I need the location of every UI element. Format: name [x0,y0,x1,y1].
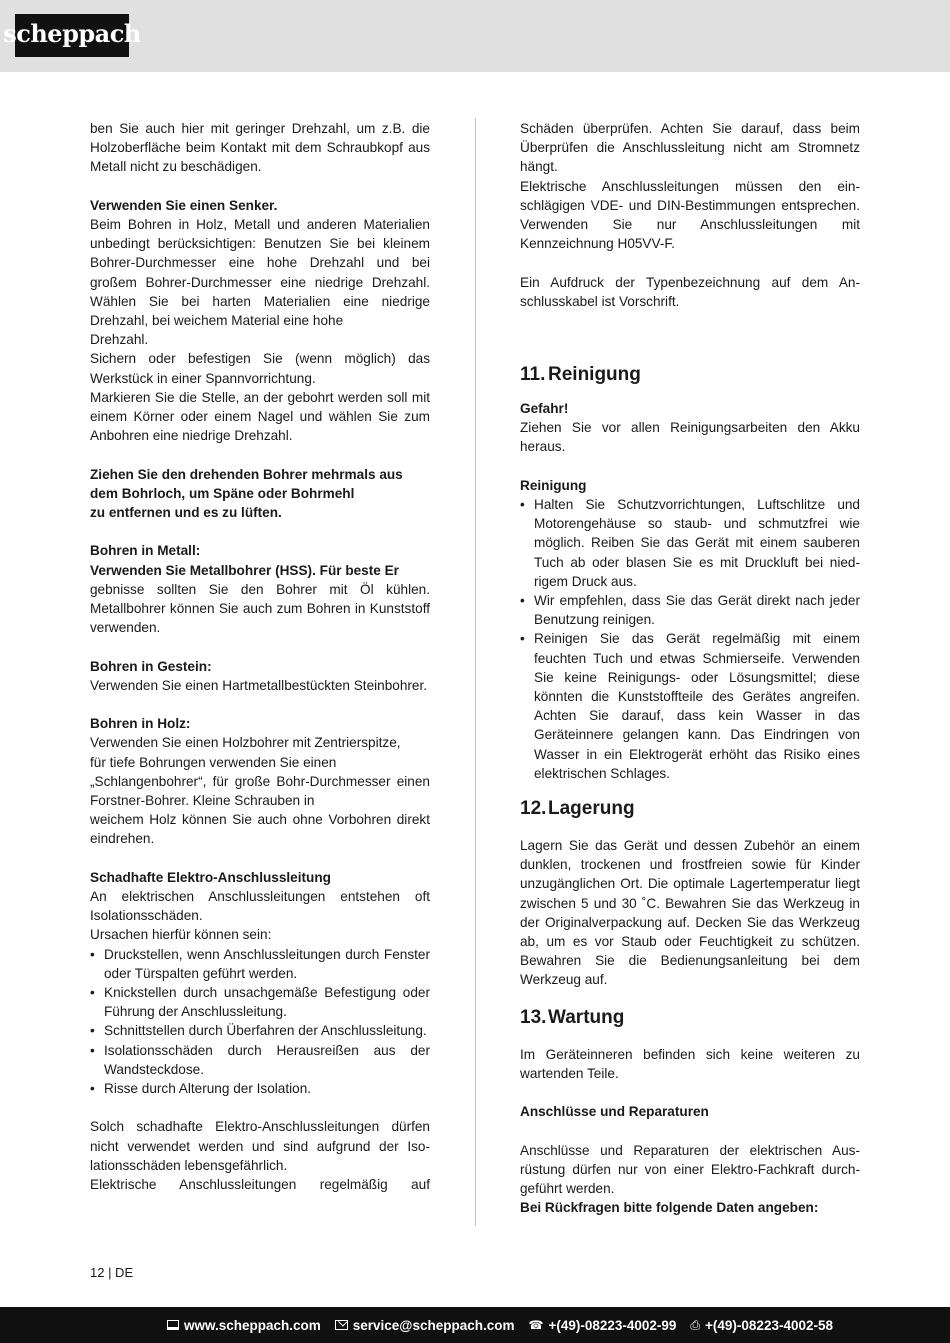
bold-note-line: zu entfernen und es zu lüften. [90,505,282,521]
metall-heading: Bohren in Metall: [90,543,201,559]
fax-number: +(49)-08223-4002-58 [705,1317,833,1333]
list-item: • Risse durch Alterung der Isolation. [90,1079,430,1098]
section-title-13 [520,1006,860,1030]
section-number: 13. [520,1006,547,1028]
footer-email[interactable] [335,1318,515,1333]
list-item: • Reinigen Sie das Gerät regelmäßig mit einem feuchten Tuch und etwas Schmierseife. Verwenden Sie keine Reinigungs- oder Lösungsmittel; diese könnten die Kunststoffteile des Gerätes angreifen. Achten Sie darauf, dass kein Wasser in das Geräteinnere gelangen kann. Das Eindringen von Wasser in ein Elektrogerät erhöht das Risiko eines elektrischen Schlages. [520,629,860,783]
mail-icon [335,1320,348,1330]
paragraph: Markieren Sie die Stelle, an der gebohrt werden soll mit einem Körner oder einem Nagel und wählen Sie zum Anbohren eine niedrige Drehzahl. [90,389,430,444]
logo-text: scheppach [3,19,141,48]
section-number: 12. [520,798,547,820]
footer-phone [529,1318,677,1333]
paragraph: Solch schadhafte Elektro-Anschlussleitungen dürfen nicht verwendet werden und sind aufgrund der Isolationsschäden lebensgefährlich. [90,1119,430,1173]
phone-number: +(49)-08223-4002-99 [548,1317,677,1333]
paragraph: Drehzahl. [90,332,149,348]
footer-fax [690,1318,833,1333]
section-title-12 [520,797,860,821]
header-band [0,0,950,72]
bold-note-line: Ziehen Sie den drehenden Bohrer mehrmals aus [90,466,403,482]
paragraph-line: Verwenden Sie einen Holzbohrer mit Zentrierspitze, [90,735,401,751]
email-link[interactable]: service@scheppach.com [352,1317,515,1333]
section-label: Reinigung [548,364,641,386]
fax-icon: ⎙ [690,1317,701,1332]
cleaning-list [520,495,860,783]
section-label: Lagerung [548,798,635,820]
paragraph: Sichern oder befestigen Sie (wenn möglich) das Werkstück in einer Spannvorrichtung. [90,351,430,386]
section-label: Wartung [548,1006,625,1028]
schadhafte-heading: Schadhafte Elektro-Anschlussleitung [90,869,331,885]
holz-heading: Bohren in Holz: [90,716,191,732]
gefahr-heading: Gefahr! [520,401,569,417]
right-column [520,119,860,1217]
causes-list [90,945,430,1099]
phone-icon: ☎ [528,1318,544,1332]
list-item: • Knickstellen durch unsachgemäße Befestigung oder Führung der Anschlussleitung. [90,983,430,1021]
left-column [90,119,430,1194]
reinigung-heading: Reinigung [520,477,587,493]
list-item: • Wir empfehlen, dass Sie das Gerät direkt nach jeder Benutzung reinigen. [520,591,860,629]
bold-note-line: dem Bohrloch, um Späne oder Bohrmehl [90,485,355,501]
footer-web[interactable] [167,1318,321,1333]
section-title-11 [520,363,860,387]
list-item: • Isolationsschäden durch Herausreißen aus der Wandsteckdose. [90,1041,430,1079]
page-number: 12 | DE [90,1265,134,1280]
paragraph-line: „Schlangenbohrer“, für große Bohr-Durchmesser einen Forstner-Bohrer. Kleine Schrauben in [90,773,430,809]
gestein-heading: Bohren in Gestein: [90,658,212,674]
paragraph: Elektrische Anschlussleitungen müssen den einschlägigen VDE- und DIN-Bestimmungen entsprechen. Verwenden Sie nur Anschlussleitungen mit Kennzeichnung H05VV-F. [520,178,860,252]
web-link[interactable]: www.scheppach.com [183,1317,321,1333]
paragraph: gebnisse sollten Sie den Bohrer mit Öl kühlen. Metallbohrer können Sie auch zum Bohren in Kunststoff verwenden. [90,581,430,636]
list-item: • Druckstellen, wenn Anschlussleitungen durch Fenster oder Türspalten geführt werden. [90,945,430,983]
brand-logo [3,14,141,57]
paragraph: Ursachen hierfür können sein: [90,927,272,943]
paragraph-line: für tiefe Bohrungen verwenden Sie einen [90,754,337,770]
paragraph: Verwenden Sie einen Hartmetallbestückten Steinbohrer. [90,677,428,693]
column-divider [475,118,476,1226]
paragraph: Lagern Sie das Gerät und dessen Zubehör an einem dunklen, trockenen und frostfreien sowie für Kinder unzugänglichen Ort. Die optimale Lagertemperatur liegt zwischen 5 und 30 ˚C. Bewahren Sie das Werkzeug in der Originalverpackung auf. Decken Sie das Werkzeug ab, um es vor Staub oder Feuchtigkeit zu schützen. Bewahren Sie die Bedienungsanleitung bei dem Werkzeug auf. [520,838,860,988]
senker-heading: Verwenden Sie einen Senker. [90,197,278,213]
paragraph: Im Geräteinneren befinden sich keine weiteren zu wartenden Teile. [520,1046,860,1081]
paragraph: An elektrischen Anschlussleitungen entstehen oft Isolationsschäden. [90,889,430,924]
anschluesse-heading: Anschlüsse und Reparaturen [520,1104,709,1120]
paragraph-line: weichem Holz können Sie auch ohne Vorbohren direkt eindrehen. [90,812,430,847]
rueckfragen-note: Bei Rückfragen bitte folgende Daten angeben: [520,1200,819,1216]
paragraph: Elektrische Anschlussleitungen regelmäßig auf [90,1177,430,1193]
metall-bold-line: Verwenden Sie Metallbohrer (HSS). Für beste Er [90,562,399,578]
paragraph: ben Sie auch hier mit geringer Drehzahl, um z.B. die Holzoberfläche beim Kontakt mit dem Schraubkopf aus Metall nicht zu beschädigen. [90,121,430,175]
list-item: • Halten Sie Schutzvorrichtungen, Luftschlitze und Motorengehäuse so staub- und schmutzfrei wie möglich. Reiben Sie das Gerät mit einem sauberen Tuch ab oder blasen Sie es mit Druckluft bei niedrigem Druck aus. [520,495,860,591]
paragraph: Schäden überprüfen. Achten Sie darauf, dass beim Überprüfen die Anschlussleitung nicht am Stromnetz hängt. [520,121,860,175]
paragraph: Ziehen Sie vor allen Reinigungsarbeiten den Akku heraus. [520,420,860,455]
paragraph: Anschlüsse und Reparaturen der elektrischen Ausrüstung dürfen nur von einer Elektro-Fachkraft durchgeführt werden. [520,1142,860,1197]
list-item: • Schnittstellen durch Überfahren der Anschlussleitung. [90,1021,430,1040]
paragraph: Ein Aufdruck der Typenbezeichnung auf dem Anschlusskabel ist Vorschrift. [520,274,860,309]
computer-icon [167,1320,179,1330]
footer-bar [0,1307,950,1343]
paragraph: Beim Bohren in Holz, Metall und anderen Materialien unbedingt berücksichtigen: Benutzen Sie bei kleinem Bohrer-Durchmesser eine hohe Drehzahl und bei großem Bohrer-Durchmesser eine niedrige Drehzahl. Wählen Sie bei harten Materialien eine niedrige Drehzahl, bei weichem Material eine hohe [90,217,430,329]
section-number: 11. [520,364,546,386]
